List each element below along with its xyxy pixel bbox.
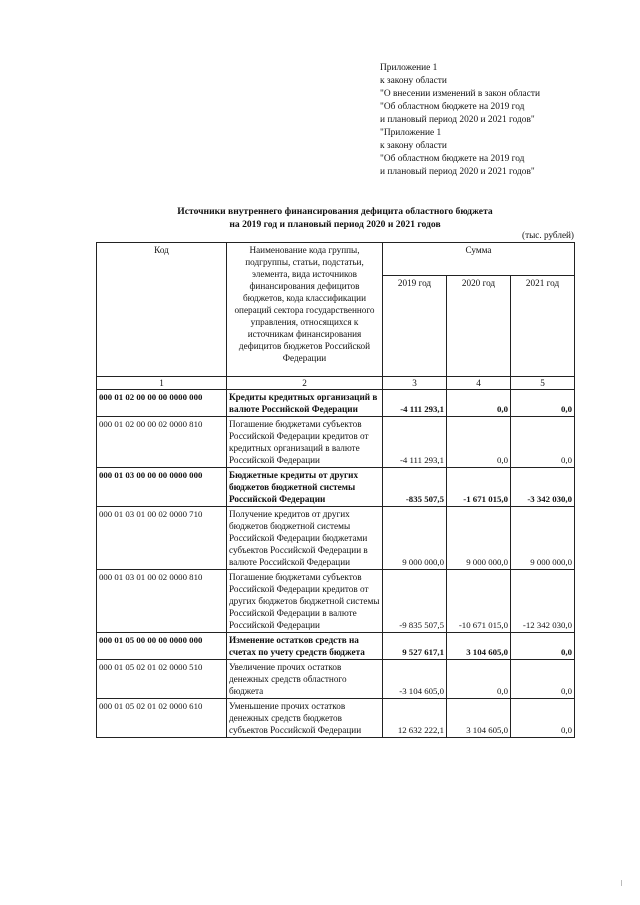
document-title	[96, 206, 574, 231]
value-2019-cell: 12 632 222,1	[383, 699, 447, 738]
table-row	[97, 633, 575, 660]
header-code: Код	[97, 243, 227, 377]
header-2019: 2019 год	[383, 276, 447, 377]
table-row	[97, 507, 575, 570]
column-index: 4	[447, 377, 511, 390]
header-2020: 2020 год	[447, 276, 511, 377]
value-2019-cell: -835 507,5	[383, 468, 447, 507]
appendix-line: к закону области	[380, 76, 447, 86]
code-cell: 000 01 03 01 00 02 0000 710	[97, 507, 227, 570]
value-2021-cell: 0,0	[511, 633, 575, 660]
units-label: (тыс. рублей)	[522, 230, 574, 240]
value-2020-cell: -10 671 015,0	[447, 570, 511, 633]
appendix-line: "Об областном бюджете на 2019 год	[380, 102, 525, 112]
title-line-1: Источники внутреннего финансирования дефицита областного бюджета	[177, 206, 493, 217]
code-cell: 000 01 05 02 01 02 0000 510	[97, 660, 227, 699]
value-2021-cell: -12 342 030,0	[511, 570, 575, 633]
table-body	[97, 390, 575, 738]
value-2019-cell: 9 000 000,0	[383, 507, 447, 570]
column-index: 5	[511, 377, 575, 390]
appendix-line: "О внесении изменений в закон области	[380, 89, 540, 99]
value-2021-cell: -3 342 030,0	[511, 468, 575, 507]
name-cell: Кредиты кредитных организаций в валюте Российской Федерации	[227, 390, 383, 417]
table-row	[97, 660, 575, 699]
header-sum: Сумма	[383, 243, 575, 276]
value-2019-cell: -9 835 507,5	[383, 570, 447, 633]
column-index: 1	[97, 377, 227, 390]
value-2021-cell: 0,0	[511, 699, 575, 738]
value-2019-cell: -4 111 293,1	[383, 390, 447, 417]
name-cell: Увеличение прочих остатков денежных средств областного бюджета	[227, 660, 383, 699]
value-2021-cell: 0,0	[511, 417, 575, 468]
appendix-line: и плановый период 2020 и 2021 годов"	[380, 167, 535, 177]
code-cell: 000 01 02 00 00 00 0000 000	[97, 390, 227, 417]
value-2021-cell: 0,0	[511, 660, 575, 699]
appendix-line: "Приложение 1	[380, 128, 442, 138]
appendix-line: и плановый период 2020 и 2021 годов"	[380, 115, 535, 125]
value-2019-cell: 9 527 617,1	[383, 633, 447, 660]
value-2019-cell: -3 104 605,0	[383, 660, 447, 699]
value-2020-cell: 3 104 605,0	[447, 699, 511, 738]
code-cell: 000 01 03 00 00 00 0000 000	[97, 468, 227, 507]
value-2020-cell: -1 671 015,0	[447, 468, 511, 507]
code-cell: 000 01 05 02 01 02 0000 610	[97, 699, 227, 738]
title-line-2: на 2019 год и плановый период 2020 и 2021 годов	[229, 218, 441, 230]
name-cell: Получение кредитов от других бюджетов бюджетной системы Российской Федерации бюджетами субъектов Российской Федерации в валюте Российской Федерации	[227, 507, 383, 570]
scan-artifact	[621, 880, 622, 886]
name-cell: Уменьшение прочих остатков денежных средств бюджетов субъектов Российской Федерации	[227, 699, 383, 738]
table-row	[97, 417, 575, 468]
header-name: Наименование кода группы, подгруппы, статьи, подстатьи, элемента, вида источников финансирования дефицитов бюджетов, кода классификации операций сектора государственного управления, относящихся к источникам финансирования дефицитов бюджетов Российской Федерации	[227, 243, 383, 377]
appendix-block	[380, 62, 620, 179]
column-index: 2	[227, 377, 383, 390]
appendix-line: Приложение 1	[380, 63, 438, 73]
value-2020-cell: 0,0	[447, 660, 511, 699]
table-row	[97, 570, 575, 633]
value-2021-cell: 9 000 000,0	[511, 507, 575, 570]
table-row	[97, 699, 575, 738]
code-cell: 000 01 02 00 00 02 0000 810	[97, 417, 227, 468]
value-2020-cell: 9 000 000,0	[447, 507, 511, 570]
value-2020-cell: 0,0	[447, 417, 511, 468]
value-2020-cell: 0,0	[447, 390, 511, 417]
value-2020-cell: 3 104 605,0	[447, 633, 511, 660]
name-cell: Бюджетные кредиты от других бюджетов бюджетной системы Российской Федерации	[227, 468, 383, 507]
column-index: 3	[383, 377, 447, 390]
table-row	[97, 390, 575, 417]
name-cell: Погашение бюджетами субъектов Российской Федерации кредитов от других бюджетов бюджетной системы Российской Федерации в валюте Российской Федерации	[227, 570, 383, 633]
value-2021-cell: 0,0	[511, 390, 575, 417]
name-cell: Погашение бюджетами субъектов Российской Федерации кредитов от кредитных организаций в валюте Российской Федерации	[227, 417, 383, 468]
code-cell: 000 01 03 01 00 02 0000 810	[97, 570, 227, 633]
financing-sources-table	[96, 242, 575, 738]
appendix-line: "Об областном бюджете на 2019 год	[380, 154, 525, 164]
table-row	[97, 468, 575, 507]
appendix-line: к закону области	[380, 141, 447, 151]
value-2019-cell: -4 111 293,1	[383, 417, 447, 468]
name-cell: Изменение остатков средств на счетах по учету средств бюджета	[227, 633, 383, 660]
code-cell: 000 01 05 00 00 00 0000 000	[97, 633, 227, 660]
header-2021: 2021 год	[511, 276, 575, 377]
